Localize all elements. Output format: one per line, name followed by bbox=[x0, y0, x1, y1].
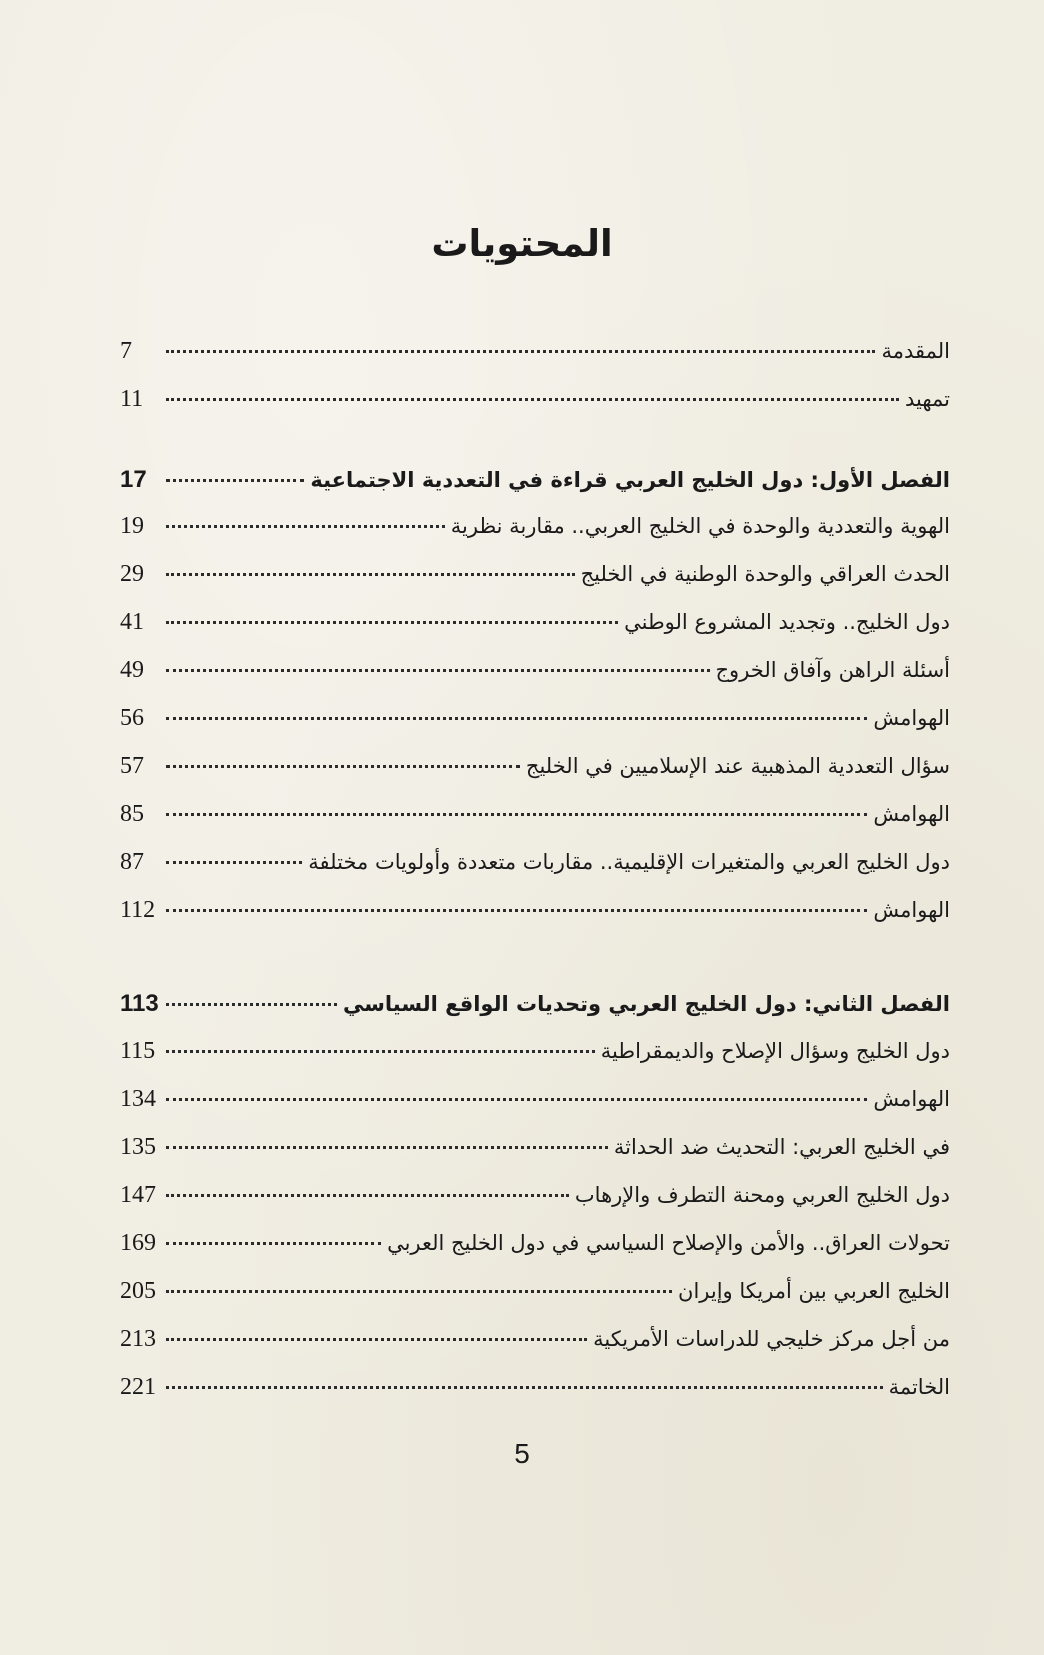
toc-entry bbox=[120, 1182, 950, 1218]
toc-entry bbox=[120, 897, 950, 933]
dot-leader bbox=[166, 573, 575, 576]
toc-entry bbox=[120, 1230, 950, 1266]
toc-entry-title: دول الخليج وسؤال الإصلاح والديمقراطية bbox=[600, 1039, 950, 1063]
toc-entry-title: المقدمة bbox=[881, 339, 950, 363]
dot-leader bbox=[166, 398, 899, 401]
dot-leader bbox=[166, 1338, 587, 1341]
toc-entry-title: من أجل مركز خليجي للدراسات الأمريكية bbox=[593, 1327, 950, 1351]
toc-entry bbox=[120, 1038, 950, 1074]
toc-entry bbox=[120, 801, 950, 837]
dot-leader bbox=[166, 909, 867, 912]
toc-entry bbox=[120, 1134, 950, 1170]
dot-leader bbox=[166, 813, 867, 816]
toc-entry-title: الهوامش bbox=[873, 898, 950, 922]
toc-entry-page-number: 29 bbox=[120, 561, 144, 587]
dot-leader bbox=[166, 669, 710, 672]
toc-entry-page-number: 135 bbox=[120, 1134, 156, 1160]
toc-entry-page-number: 56 bbox=[120, 705, 144, 731]
toc-entry-page-number: 49 bbox=[120, 657, 144, 683]
toc-entry bbox=[120, 561, 950, 597]
dot-leader bbox=[166, 621, 618, 624]
toc-entry-title: الهوامش bbox=[873, 802, 950, 826]
toc-entry-title: تحولات العراق.. والأمن والإصلاح السياسي في دول الخليج العربي bbox=[387, 1231, 950, 1255]
toc-entry-page-number: 17 bbox=[120, 466, 147, 493]
toc-entry-title: تمهيد bbox=[904, 387, 950, 411]
toc-entry-title: الخاتمة bbox=[888, 1375, 950, 1399]
toc-entry bbox=[120, 386, 950, 422]
toc-entry-title: أسئلة الراهن وآفاق الخروج bbox=[715, 658, 950, 682]
toc-entry-title: دول الخليج.. وتجديد المشروع الوطني bbox=[624, 610, 950, 634]
toc-entry-page-number: 169 bbox=[120, 1230, 156, 1256]
toc-entry bbox=[120, 609, 950, 645]
toc-entry bbox=[120, 657, 950, 693]
toc-entry-page-number: 19 bbox=[120, 513, 144, 539]
toc-chapter-entry bbox=[120, 990, 950, 1026]
toc-entry bbox=[120, 753, 950, 789]
toc-entry-page-number: 112 bbox=[120, 897, 156, 923]
toc-entry-page-number: 85 bbox=[120, 801, 144, 827]
toc-entry-page-number: 41 bbox=[120, 609, 144, 635]
toc-entry-page-number: 147 bbox=[120, 1182, 156, 1208]
toc-entry-title: في الخليج العربي: التحديث ضد الحداثة bbox=[613, 1135, 950, 1159]
dot-leader bbox=[166, 1386, 883, 1389]
dot-leader bbox=[166, 1050, 595, 1053]
toc-entry-title: الفصل الأول: دول الخليج العربي قراءة في التعددية الاجتماعية bbox=[310, 468, 950, 492]
toc-entry bbox=[120, 849, 950, 885]
toc-entry-page-number: 113 bbox=[120, 990, 159, 1017]
dot-leader bbox=[166, 1242, 381, 1245]
toc-entry-title: الهوامش bbox=[873, 706, 950, 730]
toc-entry bbox=[120, 338, 950, 374]
dot-leader bbox=[166, 479, 304, 482]
toc-entry-page-number: 213 bbox=[120, 1326, 156, 1352]
toc-entry-page-number: 221 bbox=[120, 1374, 156, 1400]
dot-leader bbox=[166, 1146, 608, 1149]
toc-entry-page-number: 57 bbox=[120, 753, 144, 779]
dot-leader bbox=[166, 717, 867, 720]
toc-entry-title: الهوامش bbox=[873, 1087, 950, 1111]
dot-leader bbox=[166, 525, 445, 528]
toc-entry bbox=[120, 513, 950, 549]
toc-entry bbox=[120, 1086, 950, 1122]
toc-entry-title: الهوية والتعددية والوحدة في الخليج العربي.. مقاربة نظرية bbox=[450, 514, 950, 538]
toc-entry-page-number: 134 bbox=[120, 1086, 156, 1112]
toc-entry-title: سؤال التعددية المذهبية عند الإسلاميين في الخليج bbox=[525, 754, 950, 778]
toc-entry bbox=[120, 705, 950, 741]
page-number: 5 bbox=[514, 1438, 530, 1469]
toc-entry-title: الخليج العربي بين أمريكا وإيران bbox=[678, 1279, 950, 1303]
toc-entry-title: دول الخليج العربي ومحنة التطرف والإرهاب bbox=[574, 1183, 950, 1207]
dot-leader bbox=[166, 1290, 672, 1293]
dot-leader bbox=[166, 1098, 867, 1101]
page-title: المحتويات bbox=[431, 222, 613, 265]
toc-chapter-entry bbox=[120, 466, 950, 502]
dot-leader bbox=[166, 350, 875, 353]
dot-leader bbox=[166, 1003, 337, 1006]
toc-entry-title: الفصل الثاني: دول الخليج العربي وتحديات الواقع السياسي bbox=[343, 992, 950, 1016]
toc-entry-page-number: 205 bbox=[120, 1278, 156, 1304]
toc-entry-page-number: 115 bbox=[120, 1038, 156, 1064]
toc-entry bbox=[120, 1374, 950, 1410]
toc-entry-page-number: 11 bbox=[120, 386, 144, 412]
toc-entry bbox=[120, 1326, 950, 1362]
dot-leader bbox=[166, 861, 302, 864]
toc-entry-page-number: 87 bbox=[120, 849, 144, 875]
toc-entry-title: دول الخليج العربي والمتغيرات الإقليمية.. مقاربات متعددة وأولويات مختلفة bbox=[308, 850, 950, 874]
toc-entry bbox=[120, 1278, 950, 1314]
dot-leader bbox=[166, 765, 520, 768]
dot-leader bbox=[166, 1194, 569, 1197]
toc-entry-title: الحدث العراقي والوحدة الوطنية في الخليج bbox=[580, 562, 950, 586]
toc-entry-page-number: 7 bbox=[120, 338, 132, 364]
